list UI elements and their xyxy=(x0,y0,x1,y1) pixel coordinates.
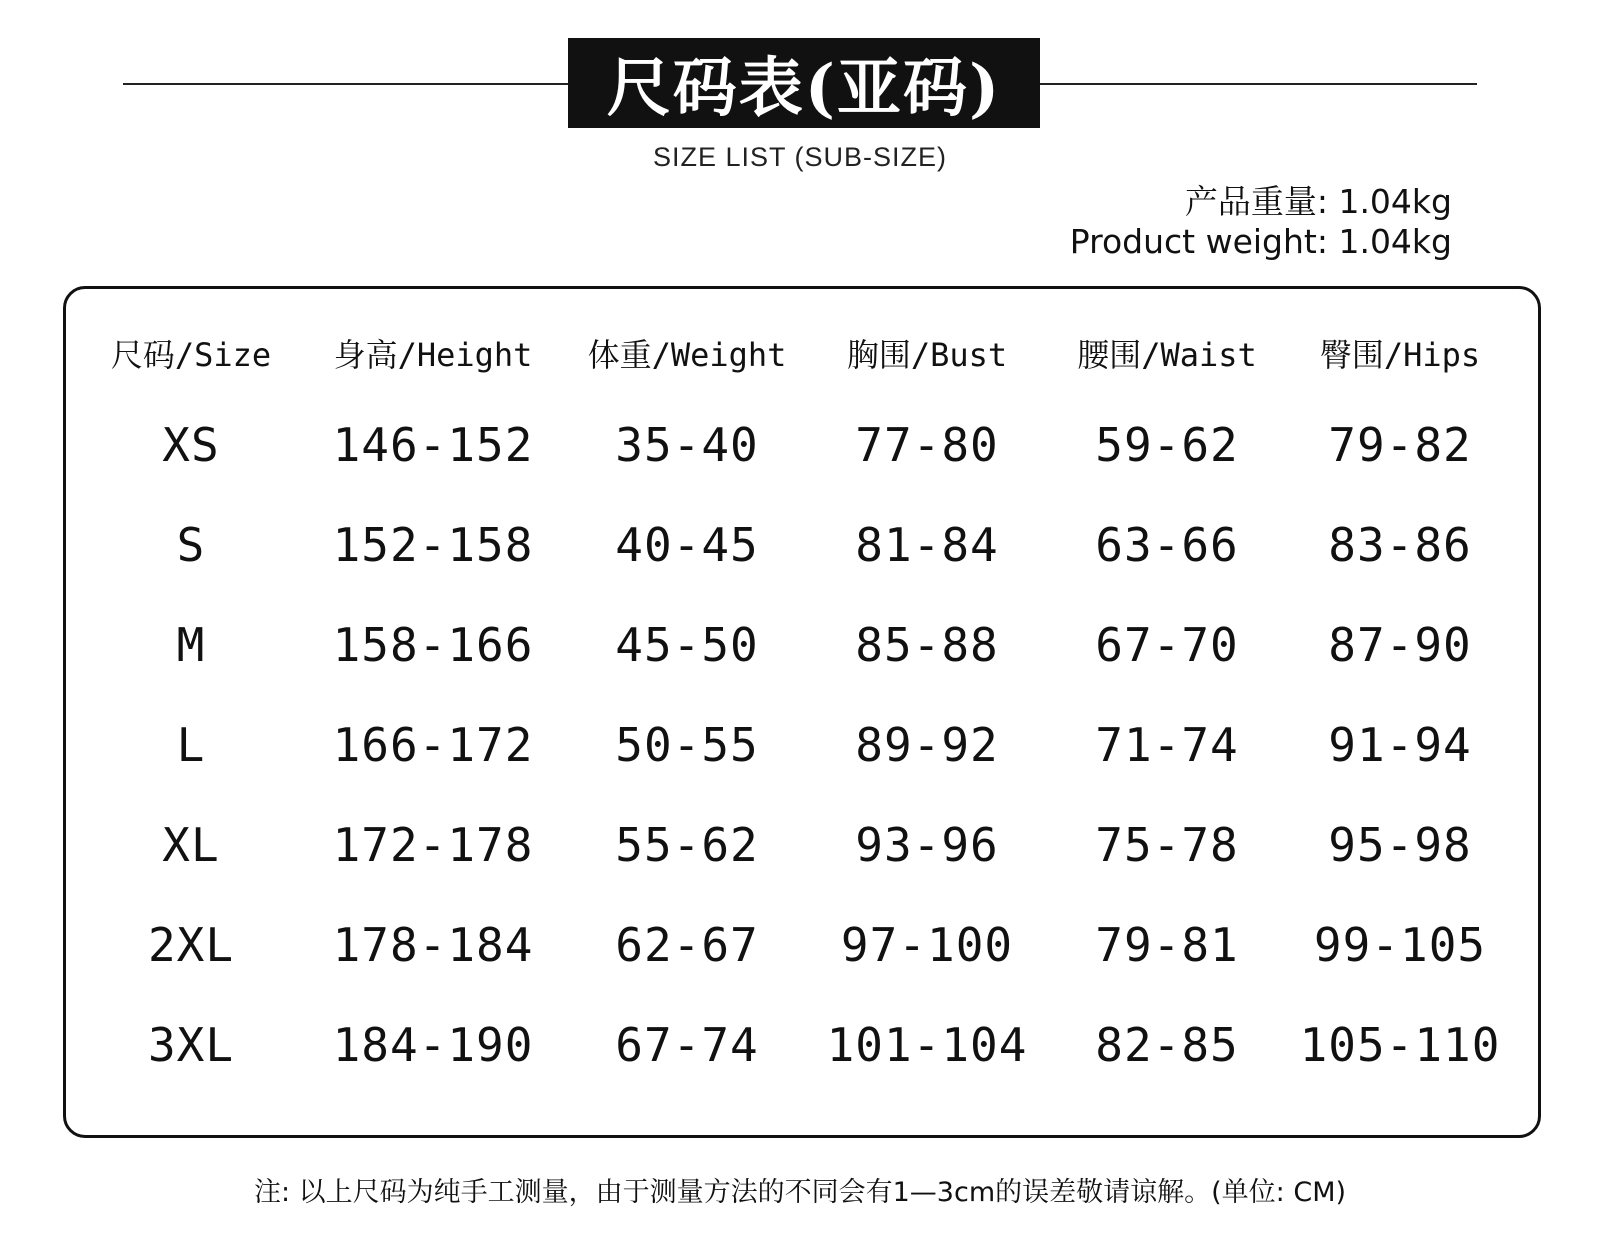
title-rule-right xyxy=(1040,83,1477,85)
header-waist: 腰围/Waist xyxy=(1077,336,1257,374)
cell-bust: 97-100 xyxy=(840,918,1014,972)
cell-waist: 63-66 xyxy=(1095,518,1239,572)
cell-weight: 50-55 xyxy=(615,718,759,772)
table-row-3xl xyxy=(63,1018,1541,1078)
header-hips: 臀围/Hips xyxy=(1319,336,1481,374)
cell-weight: 62-67 xyxy=(615,918,759,972)
cell-bust: 89-92 xyxy=(855,718,999,772)
cell-size: M xyxy=(176,618,206,672)
cell-weight: 40-45 xyxy=(615,518,759,572)
size-table-header xyxy=(63,330,1541,374)
cell-waist: 82-85 xyxy=(1095,1018,1239,1072)
cell-hips: 83-86 xyxy=(1328,518,1472,572)
cell-height: 166-172 xyxy=(332,718,534,772)
cell-height: 152-158 xyxy=(332,518,534,572)
table-row-s xyxy=(63,518,1541,578)
page-subtitle: SIZE LIST (SUB-SIZE) xyxy=(652,142,948,172)
cell-waist: 71-74 xyxy=(1095,718,1239,772)
size-table-frame xyxy=(63,286,1541,1138)
cell-size: XL xyxy=(162,818,220,872)
cell-size: L xyxy=(176,718,206,772)
cell-height: 172-178 xyxy=(332,818,534,872)
cell-hips: 95-98 xyxy=(1328,818,1472,872)
header-size: 尺码/Size xyxy=(110,336,272,374)
cell-hips: 99-105 xyxy=(1313,918,1487,972)
cell-height: 184-190 xyxy=(332,1018,534,1072)
header-height: 身高/Height xyxy=(333,336,533,374)
cell-waist: 67-70 xyxy=(1095,618,1239,672)
cell-height: 158-166 xyxy=(332,618,534,672)
cell-size: 3XL xyxy=(147,1018,235,1072)
cell-bust: 81-84 xyxy=(855,518,999,572)
cell-size: S xyxy=(176,518,206,572)
cell-waist: 79-81 xyxy=(1095,918,1239,972)
header-bust: 胸围/Bust xyxy=(846,336,1008,374)
cell-hips: 87-90 xyxy=(1328,618,1472,672)
table-row-2xl xyxy=(63,918,1541,978)
measurement-footnote: 注: 以上尺码为纯手工测量，由于测量方法的不同会有1—3cm的误差敬请谅解。(单位: CM) xyxy=(253,1177,1347,1208)
cell-bust: 85-88 xyxy=(855,618,999,672)
cell-height: 146-152 xyxy=(332,418,534,472)
product-weight-en: Product weight: 1.04kg xyxy=(1069,222,1452,261)
cell-hips: 91-94 xyxy=(1328,718,1472,772)
table-row-xs xyxy=(63,418,1541,478)
cell-weight: 55-62 xyxy=(615,818,759,872)
cell-bust: 101-104 xyxy=(826,1018,1028,1072)
header-weight: 体重/Weight xyxy=(587,336,787,374)
cell-weight: 35-40 xyxy=(615,418,759,472)
product-weight-cn: 产品重量: 1.04kg xyxy=(1184,182,1452,221)
cell-waist: 59-62 xyxy=(1095,418,1239,472)
table-row-l xyxy=(63,718,1541,778)
cell-hips: 79-82 xyxy=(1328,418,1472,472)
cell-bust: 93-96 xyxy=(855,818,999,872)
page-title: 尺码表(亚码) xyxy=(568,38,1040,128)
cell-size: 2XL xyxy=(147,918,235,972)
cell-waist: 75-78 xyxy=(1095,818,1239,872)
table-row-xl xyxy=(63,818,1541,878)
cell-bust: 77-80 xyxy=(855,418,999,472)
cell-weight: 67-74 xyxy=(615,1018,759,1072)
title-rule-left xyxy=(123,83,568,85)
cell-size: XS xyxy=(162,418,220,472)
cell-weight: 45-50 xyxy=(615,618,759,672)
cell-height: 178-184 xyxy=(332,918,534,972)
table-row-m xyxy=(63,618,1541,678)
cell-hips: 105-110 xyxy=(1299,1018,1501,1072)
